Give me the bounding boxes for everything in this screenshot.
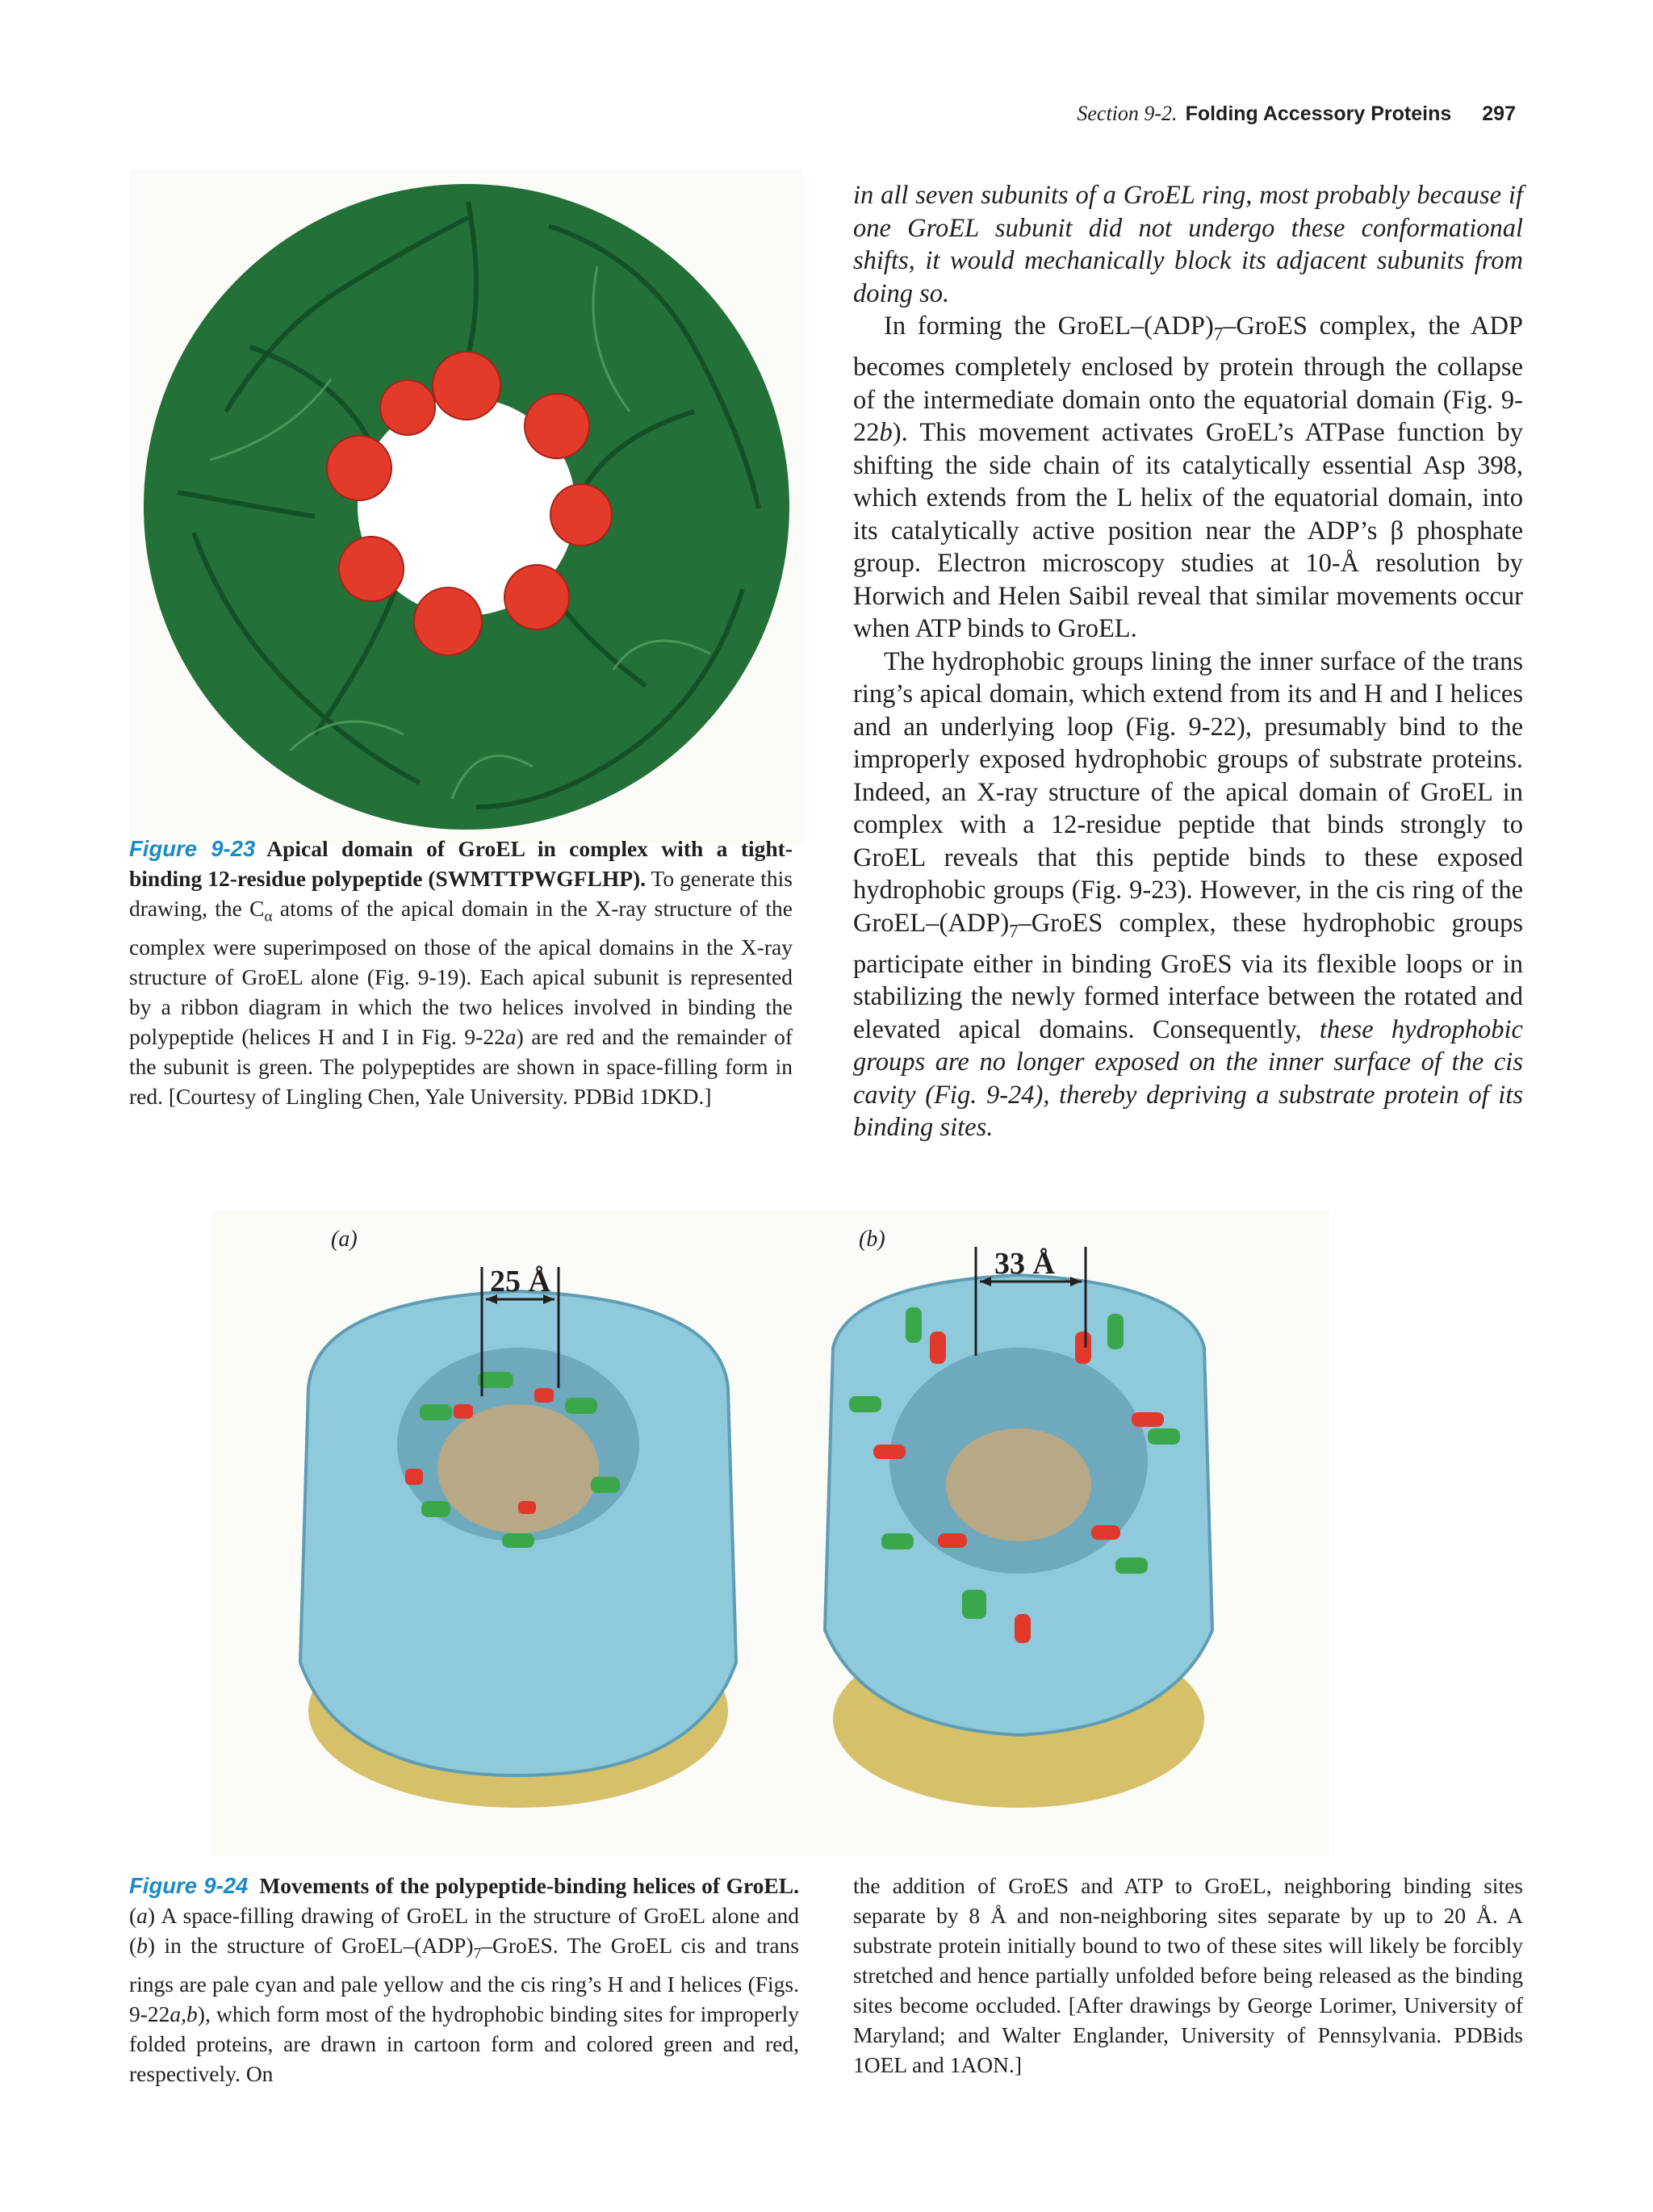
header-section: Section 9-2. bbox=[1077, 102, 1178, 125]
body-paragraph-1: in all seven subunits of a GroEL ring, most probably because if one GroEL subunit did not undergo these conformational shifts, it would mechanically block its adjacent subunits from doing so. bbox=[853, 181, 1523, 308]
panel-a-structure bbox=[300, 1267, 736, 1808]
groel-space-filling-illustration bbox=[211, 1211, 1329, 1856]
dimension-label-b: 33 Å bbox=[994, 1247, 1055, 1281]
figure-9-23-title: Apical domain of GroEL in complex with a tight-binding 12-residue polypeptide (SWMTTPWGFLHP). bbox=[129, 836, 793, 891]
page-number: 297 bbox=[1482, 102, 1516, 125]
header-title: Folding Accessory Proteins bbox=[1185, 102, 1452, 125]
figure-9-24-title: Movements of the polypeptide-binding helices of GroEL. bbox=[259, 1873, 799, 1898]
figure-9-23-image bbox=[129, 169, 803, 843]
running-header bbox=[1077, 102, 1516, 126]
figure-9-24-image bbox=[211, 1211, 1329, 1856]
figure-9-24-caption-left: Figure 9-24 Movements of the polypeptide-binding helices of GroEL. (a) A space-filling drawing of GroEL in the structure of GroEL alone and (b) in the structure of GroEL–$(ADP)_7$–GroES. The GroEL cis and trans rings are pale cyan and pale yellow and the cis ring’s H and I helices (Figs. 9-22a,b), which form most of the hydrophobic binding sites for improperly folded proteins, are drawn in cartoon form and colored green and red, respectively. On bbox=[129, 1873, 799, 2086]
body-paragraph-3: The hydrophobic groups lining the inner surface of the trans ring’s apical domain, which extend from its and H and I helices and an underlying loop (Fig. 9-22), presumably bind to the improperly exposed hydrophobic groups of substrate proteins. Indeed, an X-ray structure of the apical domain of GroEL in complex with a 12-residue peptide that binds strongly to GroEL reveals that this peptide binds to these exposed hydrophobic groups (Fig. 9-23). However, in the cis ring of the GroEL–$(ADP)_7$–GroES complex, these hydrophobic groups participate either in binding GroES via its flexible loops or in stabilizing the newly formed interface between the rotated and elevated apical domains. Consequently, these hydrophobic groups are no longer exposed on the inner surface of the cis cavity (Fig. 9-24), thereby depriving a substrate protein of its binding sites. bbox=[853, 646, 1523, 1142]
body-text-column bbox=[853, 179, 1523, 1144]
panel-b-label: (b) bbox=[859, 1227, 885, 1252]
figure-9-24-label: Figure 9-24 bbox=[129, 1873, 249, 1898]
panel-b-structure bbox=[825, 1247, 1212, 1808]
panel-a-label: (a) bbox=[331, 1227, 358, 1252]
figure-9-24-caption-right: the addition of GroES and ATP to GroEL, neighboring binding sites separate by 8 Å and non-neighboring sites separate by up to 20 Å. A substrate protein initially bound to two of these sites will likely be forcibly stretched and hence partially unfolded before being released as the binding sites become occluded. [After drawings by George Lorimer, University of Maryland; and Walter Englander, University of Pennsylvania. PDBids 1OEL and 1AON.] bbox=[853, 1873, 1523, 2077]
groel-apical-ring-illustration bbox=[129, 169, 803, 843]
dimension-label-a: 25 Å bbox=[490, 1265, 550, 1298]
figure-9-23-label: Figure 9-23 bbox=[129, 836, 256, 861]
figure-9-23-caption: Figure 9-23 Apical domain of GroEL in complex with a tight-binding 12-residue polypeptide (SWMTTPWGFLHP). To generate this drawing, the $C_\alpha$ atoms of the apical domain in the X-ray structure of the complex were superimposed on those of the apical domains in the X-ray structure of GroEL alone (Fig. 9-19). Each apical subunit is represented by a ribbon diagram in which the two helices involved in binding the polypeptide (helices H and I in Fig. 9-22a) are red and the remainder of the subunit is green. The polypeptides are shown in space-filling form in red. [Courtesy of Lingling Chen, Yale University. PDBid 1DKD.] bbox=[129, 836, 793, 1109]
body-paragraph-2: In forming the GroEL–$(ADP)_7$–GroES complex, the ADP becomes completely enclosed by protein through the collapse of the intermediate domain onto the equatorial domain (Fig. 9-22b). This movement activates GroEL’s ATPase function by shifting the side chain of its catalytically essential Asp 398, which extends from the L helix of the equatorial domain, into its catalytically active position near the ADP’s β phosphate group. Electron microscopy studies at 10-Å resolution by Horwich and Helen Saibil reveal that similar movements occur when ATP binds to GroEL. bbox=[853, 312, 1523, 643]
